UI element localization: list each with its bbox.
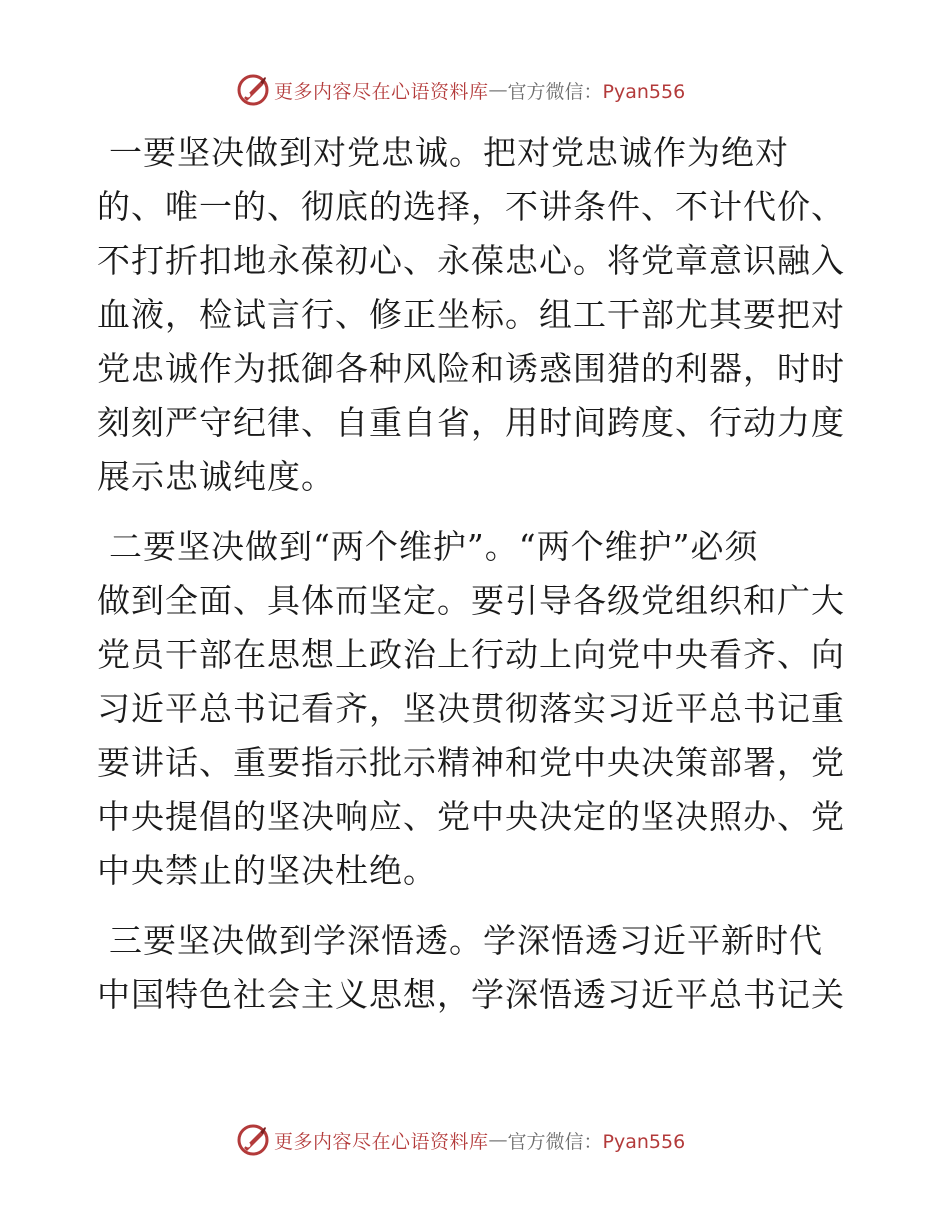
text-line: 要讲话、重要指示批示精神和党中央决策部署，党 [97, 743, 845, 782]
banner-separator: — [488, 1129, 508, 1151]
text-line: 刻刻严守纪律、自重自省，用时间跨度、行动力度 [97, 403, 845, 442]
banner-text: 更多内容尽在心语资料库 [274, 1130, 489, 1153]
banner-separator: — [488, 79, 508, 101]
text-line: 一要坚决做到对党忠诚。把对党忠诚作为绝对 [109, 133, 789, 172]
banner-contact [508, 77, 686, 104]
paragraph-3 [97, 914, 857, 1022]
banner-contact [508, 1127, 686, 1154]
text-line: 习近平总书记看齐，坚决贯彻落实习近平总书记重 [97, 689, 845, 728]
text-line: 不打折扣地永葆初心、永葆忠心。将党章意识融入 [97, 241, 845, 280]
text-line: 中国特色社会主义思想，学深悟透习近平总书记关 [97, 975, 845, 1014]
text-line: 三要坚决做到学深悟透。学深悟透习近平新时代 [109, 921, 823, 960]
contact-id: Pyan556 [602, 80, 686, 103]
contact-id: Pyan556 [602, 1130, 686, 1153]
document-body [97, 126, 857, 1038]
text-line: 中央提倡的坚决响应、党中央决定的坚决照办、党 [97, 797, 845, 836]
quill-pen-logo-icon [236, 1123, 270, 1157]
paragraph-1 [97, 126, 857, 504]
text-line: 做到全面、具体而坚定。要引导各级党组织和广大 [97, 581, 845, 620]
banner-text: 更多内容尽在心语资料库 [274, 80, 489, 103]
header-banner [236, 72, 685, 108]
text-line: 中央禁止的坚决杜绝。 [97, 851, 437, 890]
paragraph-2 [97, 520, 857, 898]
text-line: 党忠诚作为抵御各种风险和诱惑围猎的利器，时时 [97, 349, 845, 388]
contact-label: 官方微信： [507, 1130, 603, 1153]
text-line: 展示忠诚纯度。 [97, 457, 335, 496]
text-line: 二要坚决做到“两个维护”。“两个维护”必须 [109, 527, 759, 566]
footer-banner [236, 1122, 685, 1158]
text-line: 党员干部在思想上政治上行动上向党中央看齐、向 [97, 635, 845, 674]
text-line: 血液，检试言行、修正坐标。组工干部尤其要把对 [97, 295, 845, 334]
quill-pen-logo-icon [236, 73, 270, 107]
text-line: 的、唯一的、彻底的选择，不讲条件、不计代价、 [97, 187, 845, 226]
contact-label: 官方微信： [507, 80, 603, 103]
